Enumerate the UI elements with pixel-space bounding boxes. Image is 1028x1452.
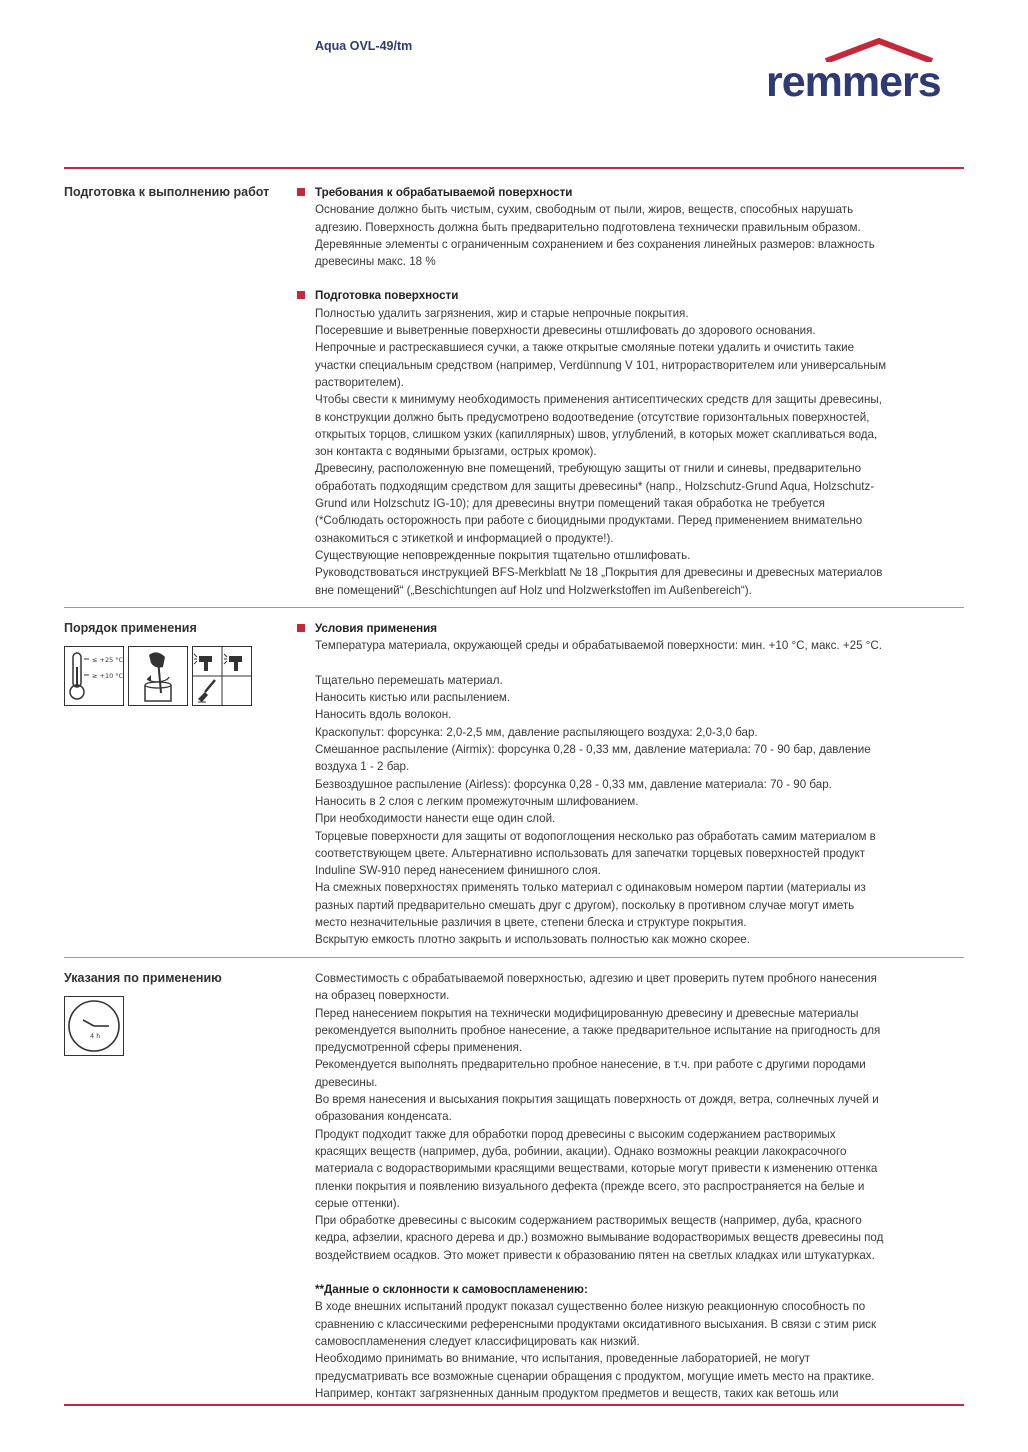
text-line: самовоспламенения следует классифицировать как низкий. (315, 1334, 640, 1348)
header-divider (64, 167, 964, 169)
text-line: Непрочные и растрескавшиеся сучки, а также открытые смоляные потеки удалить и очистить такие (315, 341, 855, 355)
bullet-icon (297, 188, 305, 196)
section-divider (64, 957, 964, 958)
text-line: место незначительные различия в цвете, степени блеска и структуре покрытия. (315, 916, 747, 930)
text-line: Посеревшие и выветренные поверхности древесины отшлифовать до здорового основания. (315, 324, 816, 338)
text-line: адгезию. Поверхность должна быть предварительно подготовлена технически правильным образом. (315, 220, 861, 234)
footer-divider (64, 1404, 964, 1406)
temperature-icon (64, 646, 124, 706)
text-line: Руководствоваться инструкцией BFS-Merkblatt № 18 „Покрытия для древесины и древесных материалов (315, 566, 883, 580)
text-line: Grund или Holzschutz IG-10); для древесины внутри помещений такая обработка не требуется (315, 497, 825, 511)
text-line: Тщательно перемешать материал. (315, 673, 503, 687)
stir-icon (128, 646, 188, 706)
text-line: ознакомиться с этикеткой и информацией о продукте!). (315, 531, 614, 545)
text-line: Наносить кистью или распылением. (315, 691, 511, 705)
subheading-self-ignition: **Данные о склонности к самовоспламенению: (315, 1283, 588, 1297)
bullet-icon (297, 291, 305, 299)
text-line: Совместимость с обрабатываемой поверхностью, адгезию и цвет проверить путем пробного нанесения (315, 972, 877, 985)
text-line: Вскрытую емкость плотно закрыть и использовать полностью как можно скорее. (315, 933, 750, 947)
section-title-preparation: Подготовка к выполнению работ (64, 185, 270, 199)
text-line: материала с водорастворимыми красящими веществами, которые могут привести к изменению оттенка (315, 1162, 878, 1176)
text-line: Рекомендуется выполнять предварительно пробное нанесение, в т.ч. при работе с другими породами (315, 1058, 866, 1072)
text-line: Краскопульт: форсунка: 2,0-2,5 мм, давление распыляющего воздуха: 2,0-3,0 бар. (315, 725, 758, 739)
text-line: разных партий предварительно смешать друг с другом), поскольку в противном случае могут иметь (315, 898, 855, 912)
text-line: Существующие неповрежденные покрытия тщательно отшлифовать. (315, 548, 691, 562)
text-line: Деревянные элементы с ограниченным сохранением и без сохранения линейных размеров: влажность (315, 237, 875, 251)
text-line: древесины макс. 18 % (315, 255, 436, 269)
text-line: Наносить в 2 слоя с легким промежуточным шлифованием. (315, 794, 639, 808)
text-line: предусматривать все возможные сценарии обращения с продуктом, могущие иметь место на практике. (315, 1369, 875, 1383)
text-line: воздействием осадков. Это может привести к образованию пятен на светлых кладках или штукатурках. (315, 1248, 875, 1262)
section-title-application-notes: Указания по применению (64, 971, 222, 985)
text-line: соответствующем цвете. Альтернативно использовать для запечатки торцевых поверхностей продукт (315, 846, 866, 860)
text-line: обработать подходящим средством для защиты древесины* (напр., Holzschutz-Grund Aqua, Holzschutz- (315, 479, 875, 493)
text-line: красящих веществ (например, дуба, робинии, акации). Однако возможны реакции лакокрасочного (315, 1144, 847, 1158)
text-line: предусмотренной сферы применения. (315, 1041, 523, 1055)
subheading-surface-preparation: Подготовка поверхности (315, 289, 459, 303)
text-line: в конструкции должно быть предусмотрено водоотведение (отсутствие горизонтальных поверхностей, (315, 410, 870, 424)
text-line: Например, контакт загрязненных данным продуктом предметов и веществ, таких как ветошь или (315, 1386, 839, 1400)
section-application-order-content (315, 620, 965, 949)
section-application-notes-content (315, 970, 965, 1402)
text-line: Необходимо принимать во внимание, что испытания, проведенные лабораторией, не могут (315, 1352, 811, 1366)
text-line: Температура материала, окружающей среды и обрабатываемой поверхности: мин. +10 °C, макс. +25 °C. (315, 639, 882, 653)
text-line: древесины. (315, 1075, 378, 1089)
text-line: Наносить вдоль волокон. (315, 708, 452, 722)
text-line: пленки покрытия и появлению визуального дефекта (прежде всего, это распространяется на белые и (315, 1179, 865, 1193)
text-line: образования конденсата. (315, 1110, 452, 1124)
text-line: Торцевые поверхности для защиты от водопоглощения несколько раз обработать самим материалом в (315, 829, 876, 843)
text-line: Продукт подходит также для обработки пород древесины с высоким содержанием растворимых (315, 1127, 836, 1141)
text-line: рекомендуется выполнить пробное нанесение, а также предварительное испытание на пригодность для (315, 1023, 881, 1037)
text-line: Основание должно быть чистым, сухим, свободным от пыли, жиров, веществ, способных нарушать (315, 203, 854, 217)
bullet-icon (297, 624, 305, 632)
temp-min-label: ≥ +10 °C (92, 672, 123, 680)
text-line: зон контакта с водяными брызгами, острых кромок). (315, 445, 597, 459)
text-line: Induline SW-910 перед нанесением финишного слоя. (315, 864, 601, 878)
text-line: воздуха 1 - 2 бар. (315, 760, 410, 774)
clock-icon (64, 996, 124, 1056)
section-preparation-content (315, 184, 965, 599)
text-line: серые оттенки). (315, 1196, 400, 1210)
text-line: растворителем). (315, 375, 404, 389)
text-line: При обработке древесины с высоким содержанием растворимых веществ (например, дуба, красного (315, 1214, 862, 1228)
remmers-logo (764, 38, 968, 106)
text-line: Смешанное распыление (Airmix): форсунка 0,28 - 0,33 мм, давление материала: 70 - 90 бар, давление (315, 743, 871, 757)
text-line: сравнению с классическими референсными продуктами оксидативного высыхания. В связи с этим риск (315, 1317, 877, 1331)
section-divider (64, 607, 964, 608)
document-code: Aqua OVL-49/tm (315, 39, 413, 53)
text-line: Перед нанесением покрытия на технически модифицированную древесину и древесные материалы (315, 1006, 859, 1020)
subheading-application-conditions: Условия применения (315, 622, 438, 635)
text-line: кедра, афзелии, красного дерева и др.) возможно вымывание водорастворимых веществ древесины под (315, 1231, 884, 1245)
text-line: участки специальным средством (например, Verdünnung V 101, нитрорастворителем или универсальным (315, 358, 887, 372)
text-line: При необходимости нанести еще один слой. (315, 812, 556, 826)
subheading-surface-requirements: Требования к обрабатываемой поверхности (315, 186, 573, 199)
text-line: открытых торцов, слишком узких (капиллярных) швов, углублений, в которых может скапливаться вода, (315, 427, 878, 441)
section-title-application-order: Порядок применения (64, 621, 197, 635)
text-line: Полностью удалить загрязнения, жир и старые непрочные покрытия. (315, 306, 689, 320)
text-line: На смежных поверхностях применять только материал с одинаковым номером партии (материалы из (315, 881, 866, 895)
application-methods-icon (192, 646, 252, 706)
text-line: Древесину, расположенную вне помещений, требующую защиты от гнили и синевы, предварительно (315, 462, 862, 476)
text-line: на образец поверхности. (315, 989, 450, 1003)
text-line (315, 655, 965, 672)
temp-max-label: ≤ +25 °C (92, 656, 123, 664)
text-line: Во время нанесения и высыхания покрытия защищать поверхность от дождя, ветра, солнечных лучей и (315, 1093, 879, 1107)
text-line: В ходе внешних испытаний продукт показал существенно более низкую реакционную способность по (315, 1300, 866, 1314)
text-line: (*Соблюдать осторожность при работе с биоцидными продуктами. Перед применением внимательно (315, 514, 863, 528)
text-line: вне помещений“ („Beschichtungen auf Holz und Holzwerkstoffen im Außenbereich“). (315, 583, 752, 597)
text-line: Чтобы свести к минимуму необходимость применения антисептических средств для защиты древесины, (315, 393, 882, 407)
clock-label: 4 h (90, 1032, 101, 1040)
brand-wordmark: remmers (766, 58, 941, 106)
text-line: Безвоздушное распыление (Airless): форсунка 0,28 - 0,33 мм, давление материала: 70 - 90 бар. (315, 777, 832, 791)
